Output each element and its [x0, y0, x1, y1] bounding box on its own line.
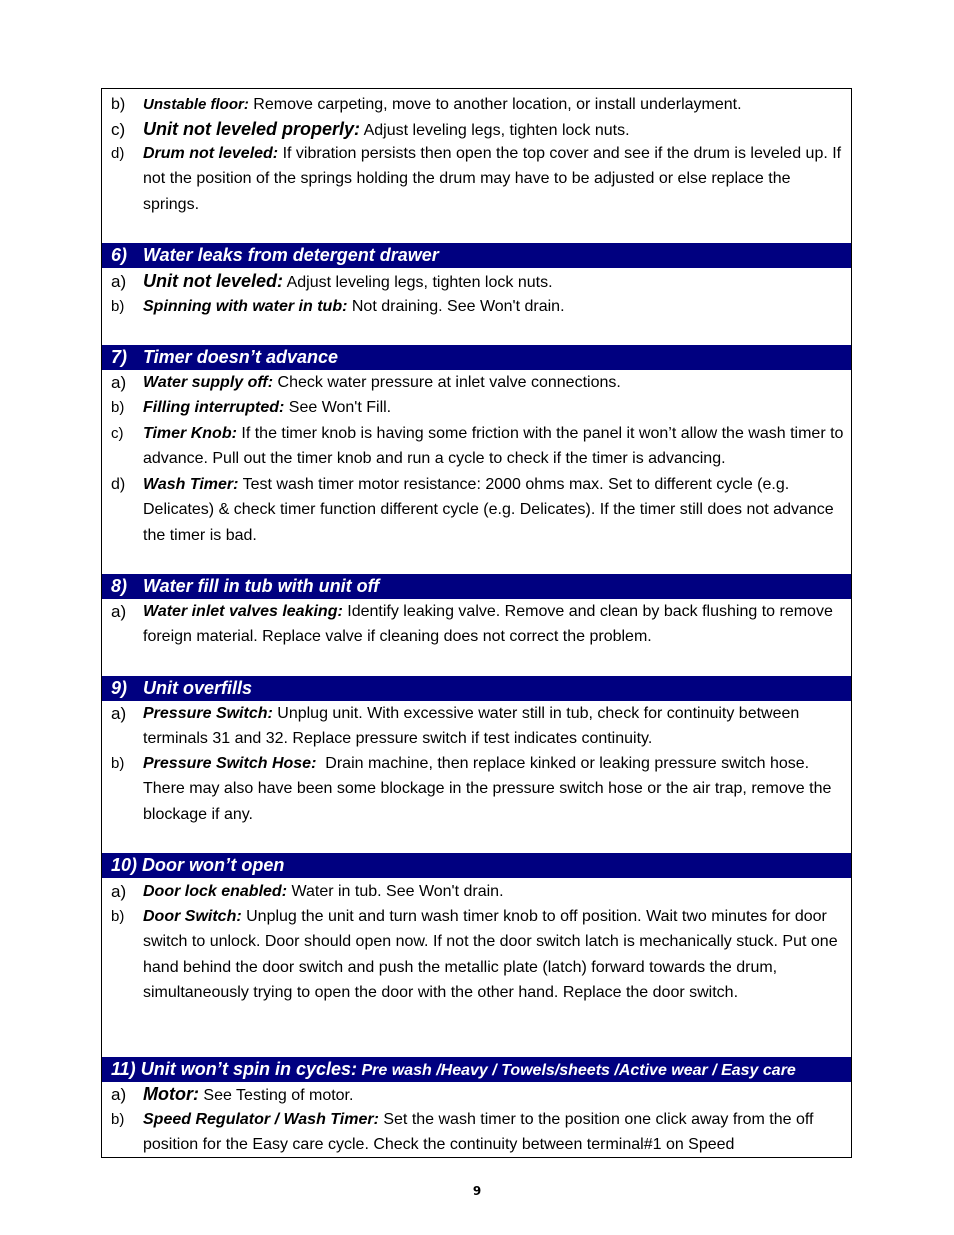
- item-text: [143, 370, 848, 395]
- section-number: 11): [111, 1059, 136, 1079]
- item-letter: a): [111, 373, 127, 392]
- item-description: Test wash timer motor resistance: 2000 ohms max. Set to different cycle (e.g. Delicates) & check timer function different cycle (e.g. Delicates). If the timer still does not advance the timer is bad.: [143, 476, 834, 544]
- item-letter: b): [111, 1111, 125, 1128]
- troubleshooting-table: [101, 88, 852, 1158]
- item-text: [143, 117, 848, 143]
- item-text: [143, 269, 848, 295]
- item-label: Door lock enabled:: [143, 883, 288, 900]
- item-letter: a): [111, 272, 127, 291]
- item-letter: c): [111, 120, 126, 139]
- item-description: Set the wash timer to the position one click away from the off position for the Easy care cycle. Check the continuity between terminal#1 on Speed: [143, 1111, 814, 1154]
- section-header: [102, 345, 851, 370]
- item-description: Water in tub. See Won't drain.: [287, 883, 504, 900]
- item-text: [143, 879, 848, 904]
- section-title: Water fill in tub with unit off: [143, 576, 380, 596]
- item-label: Spinning with water in tub:: [143, 298, 348, 315]
- section-number: 10): [111, 855, 138, 875]
- item-description: Drain machine, then replace kinked or leaking pressure switch hose. There may also have been some blockage in the pressure switch hose or the air trap, remove the blockage if any.: [143, 755, 836, 823]
- item-text: [143, 141, 848, 217]
- item-label: Unstable floor:: [143, 96, 249, 113]
- section-title: [111, 853, 284, 878]
- item-letter: a): [111, 882, 127, 901]
- item-description: Unplug unit. With excessive water still in tub, check for continuity between terminals 31 and 32. Replace pressure switch if test indicates continuity.: [143, 705, 800, 748]
- item-text: [143, 1082, 848, 1108]
- section-number: 8): [111, 576, 128, 596]
- item-label: Motor:: [143, 1084, 199, 1104]
- section-title: [111, 1057, 796, 1083]
- item-description: Identify leaking valve. Remove and clean by back flushing to remove foreign material. Replace valve if cleaning does not correct the problem.: [143, 603, 833, 646]
- item-description: Not draining. See Won't drain.: [347, 298, 565, 315]
- item-label: Door Switch:: [143, 908, 242, 925]
- item-label: Speed Regulator / Wash Timer:: [143, 1111, 379, 1128]
- item-label: Timer Knob:: [143, 425, 237, 442]
- item-text: [143, 904, 848, 1005]
- item-letter: d): [111, 476, 126, 493]
- section-header: [102, 676, 851, 701]
- item-letter: d): [111, 145, 125, 162]
- item-text: [143, 294, 848, 319]
- section-title-text: Door won’t open: [142, 855, 285, 875]
- section-number: 9): [111, 678, 128, 698]
- section-title-text: Unit won’t spin in cycles:: [140, 1059, 358, 1079]
- item-text: [143, 599, 848, 650]
- item-text: [143, 92, 848, 117]
- section-subtitle: Pre wash /Heavy / Towels/sheets /Active wear / Easy care: [357, 1062, 796, 1079]
- page-number: 9: [472, 1184, 482, 1198]
- section-header: [102, 243, 851, 268]
- item-letter: b): [111, 298, 125, 315]
- item-description: Remove carpeting, move to another location, or install underlayment.: [248, 96, 742, 113]
- item-text: [143, 421, 848, 472]
- item-description: Unplug the unit and turn wash timer knob to off position. Wait two minutes for door switch to unlock. Door should open now. If not the door switch latch is mechanically stuck. Put one hand behind the door switch and push the metallic plate (latch) forward towards the drum, simultaneously trying to open the door with the other hand. Replace the door switch.: [143, 908, 838, 1001]
- item-label: Pressure Switch Hose:: [143, 755, 317, 772]
- item-description: If the timer knob is having some friction with the panel it won’t allow the wash timer to advance. Pull out the timer knob and run a cycle to check if the timer is advancing.: [143, 425, 844, 468]
- item-description: See Testing of motor.: [198, 1087, 354, 1104]
- item-letter: b): [111, 755, 125, 772]
- item-label: Water inlet valves leaking:: [143, 603, 343, 620]
- item-label: Water supply off:: [143, 374, 274, 391]
- section-header: [102, 574, 851, 599]
- section-title: Unit overfills: [143, 678, 253, 698]
- item-label: Wash Timer:: [143, 476, 239, 493]
- section-header: [102, 853, 851, 878]
- item-description: See Won't Fill.: [284, 399, 392, 416]
- item-text: [143, 701, 848, 752]
- section-title: Water leaks from detergent drawer: [143, 245, 439, 265]
- item-text: [143, 472, 848, 548]
- item-text: [143, 395, 848, 420]
- item-letter: b): [111, 96, 126, 113]
- item-letter: a): [111, 602, 127, 621]
- item-description: Adjust leveling legs, tighten lock nuts.: [283, 274, 553, 291]
- item-letter: c): [111, 425, 124, 442]
- item-description: If vibration persists then open the top cover and see if the drum is leveled up. If not the position of the springs holding the drum may have to be adjusted or else replace the springs.: [143, 145, 842, 213]
- item-label: Pressure Switch:: [143, 705, 273, 722]
- item-text: [143, 1107, 848, 1158]
- section-header: [102, 1057, 851, 1082]
- item-letter: b): [111, 399, 125, 416]
- section-number: 7): [111, 347, 128, 367]
- item-letter: a): [111, 1085, 127, 1104]
- section-number: 6): [111, 245, 128, 265]
- item-label: Drum not leveled:: [143, 145, 279, 162]
- section-title: Timer doesn’t advance: [143, 347, 339, 367]
- item-text: [143, 751, 848, 827]
- item-label: Filling interrupted:: [143, 399, 285, 416]
- item-description: Check water pressure at inlet valve connections.: [273, 374, 621, 391]
- item-letter: a): [111, 704, 127, 723]
- item-label: Unit not leveled properly:: [143, 119, 361, 139]
- item-letter: b): [111, 908, 125, 925]
- item-description: Adjust leveling legs, tighten lock nuts.: [360, 122, 630, 139]
- item-label: Unit not leveled:: [143, 271, 284, 291]
